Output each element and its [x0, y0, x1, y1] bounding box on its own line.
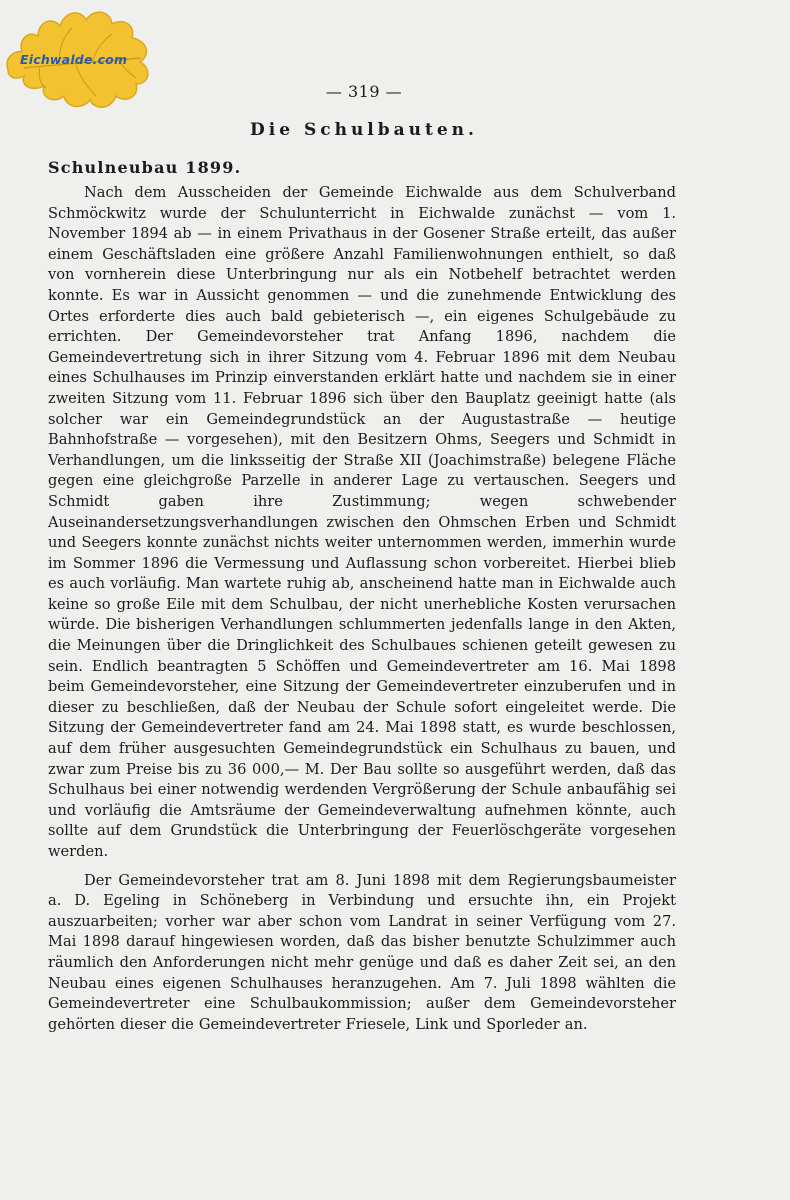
- page-number: — 319 —: [325, 82, 403, 101]
- page-title: Die Schulbauten.: [250, 120, 478, 140]
- paragraph: Nach dem Ausscheiden der Gemeinde Eichwalde aus dem Schulverband Schmöckwitz wurde der Schulunterricht in Eichwalde zunächst — vom 1. November 1894 ab — in einem Privathaus in der Gosener Straße erteilt, das außer einem Geschäftsladen eine größere Anzahl Familienwohnungen enthielt, so daß von vornherein diese Unterbringung nur als ein Notbehelf betrachtet werden konnte. Es war in Aussicht genommen — und die zunehmende Entwicklung des Ortes erforderte dies auch bald gebieterisch —, ein eigenes Schulgebäude zu errichten. Der Gemeindevorsteher trat Anfang 1896, nachdem die Gemeindevertretung sich in ihrer Sitzung vom 4. Februar 1896 mit dem Neubau eines Schulhauses im Prinzip einverstanden erklärt hatte und nachdem sie in einer zweiten Sitzung vom 11. Februar 1896 sich über den Bauplatz geeinigt hatte (als solcher war ein Gemeindegrundstück an der Augustastraße — heutige Bahnhofstraße — vorgesehen), mit den Besitzern Ohms, Seegers und Schmidt in Verhandlungen, um die linksseitig der Straße XII (Joachimstraße) belegene Fläche gegen eine gleichgroße Parzelle in anderer Lage zu vertauschen. Seegers und Schmidt gaben ihre Zustimmung; wegen schwebender Auseinandersetzungsverhandlungen zwischen den Ohmschen Erben und Schmidt und Seegers konnte zunächst nichts weiter unternommen werden, immerhin wurde im Sommer 1896 die Vermessung und Auflassung schon vorbereitet. Hierbei blieb es auch vorläufig. Man wartete ruhig ab, anscheinend hatte man in Eichwalde auch keine so große Eile mit dem Schulbau, der nicht unerhebliche Kosten verursachen würde. Die bisherigen Verhandlungen schlummerten jedenfalls lange in den Akten, die Meinungen über die Dringlichkeit des Schulbaues schienen geteilt gewesen zu sein. Endlich beantragten 5 Schöffen und Gemeindevertreter am 16. Mai 1898 beim Gemeindevorsteher, eine Sitzung der Gemeindevertreter einzuberufen und in dieser zu beschließen, daß der Neubau der Schule sofort eingeleitet werde. Die Sitzung der Gemeindevertreter fand am 24. Mai 1898 statt, es wurde beschlossen, auf dem früher ausgesuchten Gemeindegrundstück ein Schulhaus zu bauen, und zwar zum Preise bis zu 36 000,— M. Der Bau sollte so ausgeführt werden, daß das Schulhaus bei einer notwendig werdenden Vergrößerung der Schule anbaufähig sei und vorläufig die Amtsräume der Gemeindeverwaltung aufnehmen könnte, auch sollte auf dem Grundstück die Unterbringung der Feuerlöschgeräte vorgesehen werden.: [48, 184, 676, 860]
- paragraph: Der Gemeindevorsteher trat am 8. Juni 1898 mit dem Regierungsbaumeister a. D. Egeling in Schöneberg in Verbindung und ersuchte ihn, ein Projekt auszuarbeiten; vorher war aber schon vom Landrat in seiner Verfügung vom 27. Mai 1898 darauf hingewiesen worden, daß das bisher benutzte Schulzimmer auch räumlich den Anforderungen nicht mehr genüge und daß es daher Zeit sei, an den Neubau eines eigenen Schulhauses heranzugehen. Am 7. Juli 1898 wählten die Gemeindevertreter eine Schulbaukommission; außer dem Gemeindevorsteher gehörten dieser die Gemeindevertreter Friesele, Link und Sporleder an.: [48, 871, 676, 1033]
- body-text: [48, 183, 676, 1035]
- eichwalde-logo[interactable]: [0, 0, 160, 120]
- section-heading: Schulneubau 1899.: [48, 158, 242, 177]
- logo-text: Eichwalde.com: [20, 52, 128, 67]
